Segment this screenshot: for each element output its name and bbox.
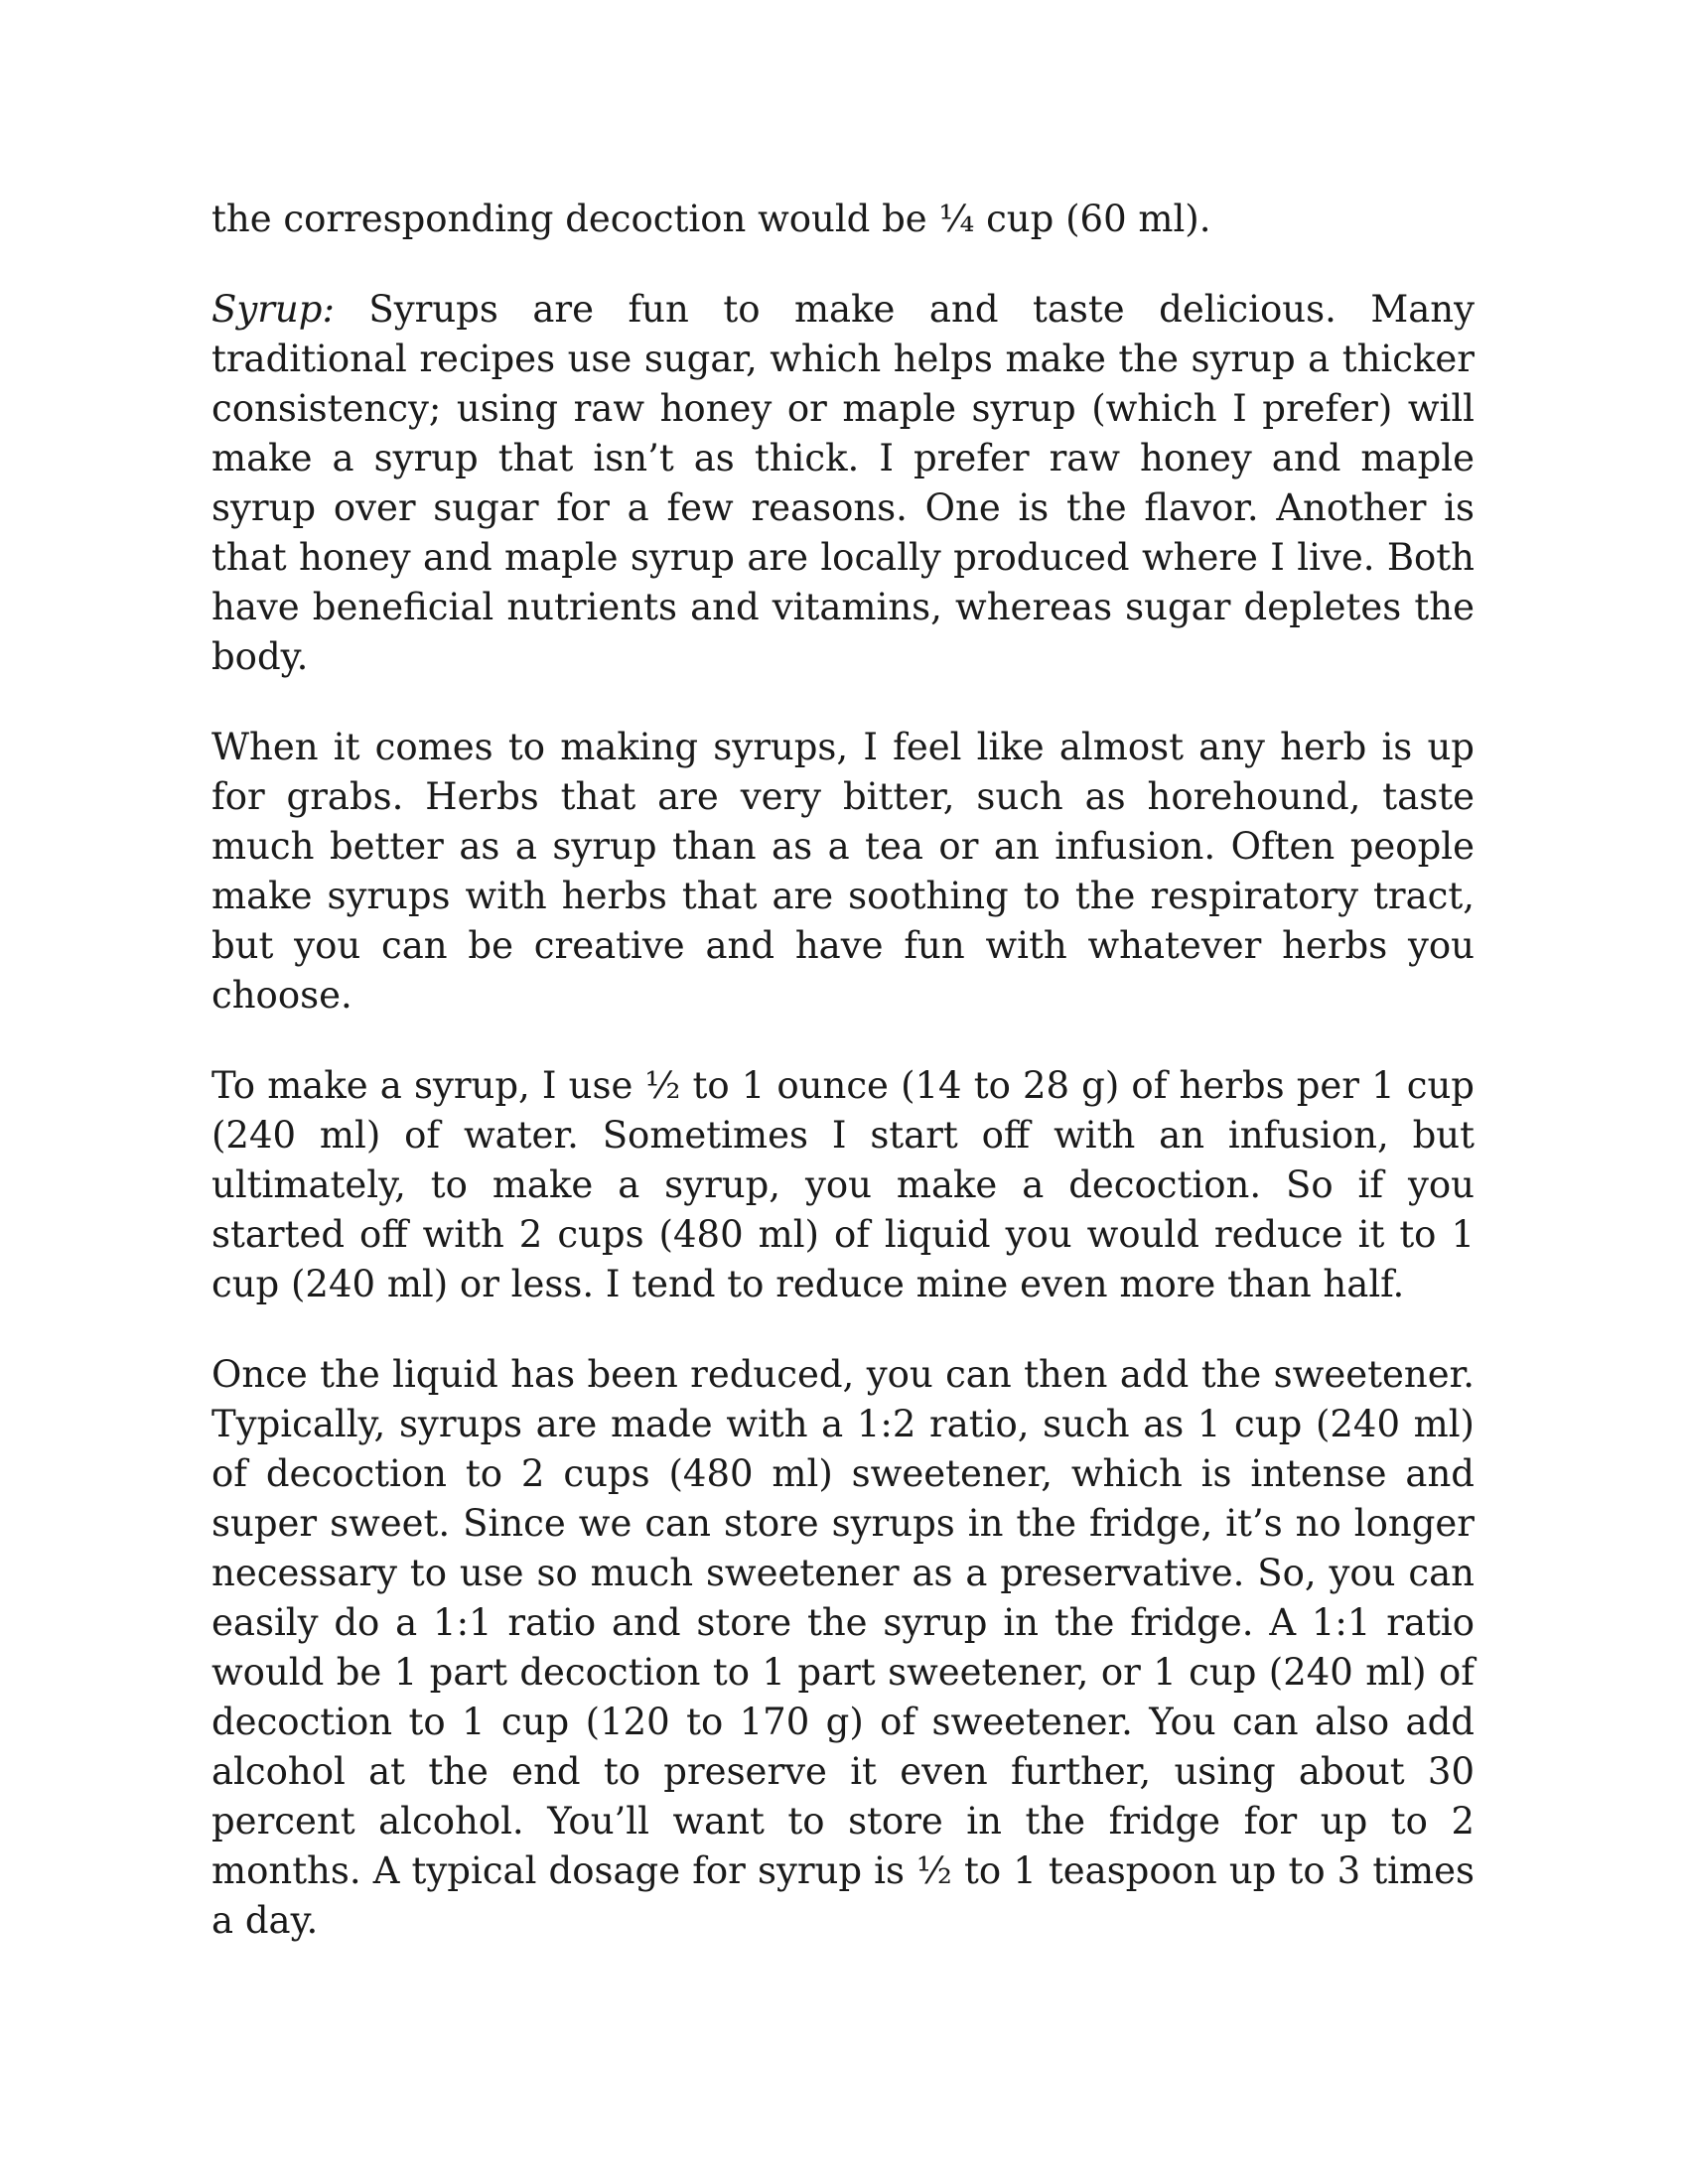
paragraph-text: When it comes to making syrups, I feel like almost any herb is up for grabs. Herbs that are very bitter, such as horehound, taste much better as a syrup than as a tea or an infusion. Often people make syrups with herbs that are soothing to the respiratory tract, but you can be creative and have fun with whatever herbs you choose.	[211, 726, 1475, 1017]
paragraph-text: the corresponding decoction would be ¼ cup (60 ml).	[211, 198, 1211, 240]
paragraph-text: Once the liquid has been reduced, you can then add the sweetener. Typically, syrups are made with a 1:2 ratio, such as 1 cup (240 ml) of decoction to 2 cups (480 ml) sweetener, which is intense and super sweet. Since we can store syrups in the fridge, it’s no longer necessary to use so much sweetener as a preservative. So, you can easily do a 1:1 ratio and store the syrup in the fridge. A 1:1 ratio would be 1 part decoction to 1 part sweetener, or 1 cup (240 ml) of decoction to 1 cup (120 to 170 g) of sweetener. You can also add alcohol at the end to preserve it even further, using about 30 percent alcohol. You’ll want to store in the fridge for up to 2 months. A typical dosage for syrup is ½ to 1 teaspoon up to 3 times a day.	[211, 1353, 1475, 1942]
paragraph-herb-choice	[211, 723, 1475, 1021]
paragraph-text: Syrups are fun to make and taste delicious. Many traditional recipes use sugar, which helps make the syrup a thicker consistency; using raw honey or maple syrup (which I prefer) will make a syrup that isn’t as thick. I prefer raw honey and maple syrup over sugar for a few reasons. One is the flavor. Another is that honey and maple syrup are locally produced where I live. Both have beneficial nutrients and vitamins, whereas sugar depletes the body.	[211, 288, 1475, 678]
page-body	[211, 195, 1475, 1986]
paragraph-text: To make a syrup, I use ½ to 1 ounce (14 to 28 g) of herbs per 1 cup (240 ml) of water. Sometimes I start off with an infusion, but ultimately, to make a syrup, you make a decoction. So if you started off with 2 cups (480 ml) of liquid you would reduce it to 1 cup (240 ml) or less. I tend to reduce mine even more than half.	[211, 1064, 1475, 1305]
paragraph-decoction-continuation	[211, 195, 1475, 244]
paragraph-syrup-intro	[211, 285, 1475, 682]
paragraph-sweetener-ratio	[211, 1350, 1475, 1946]
syrup-term: Syrup:	[211, 288, 335, 331]
paragraph-syrup-method	[211, 1061, 1475, 1309]
